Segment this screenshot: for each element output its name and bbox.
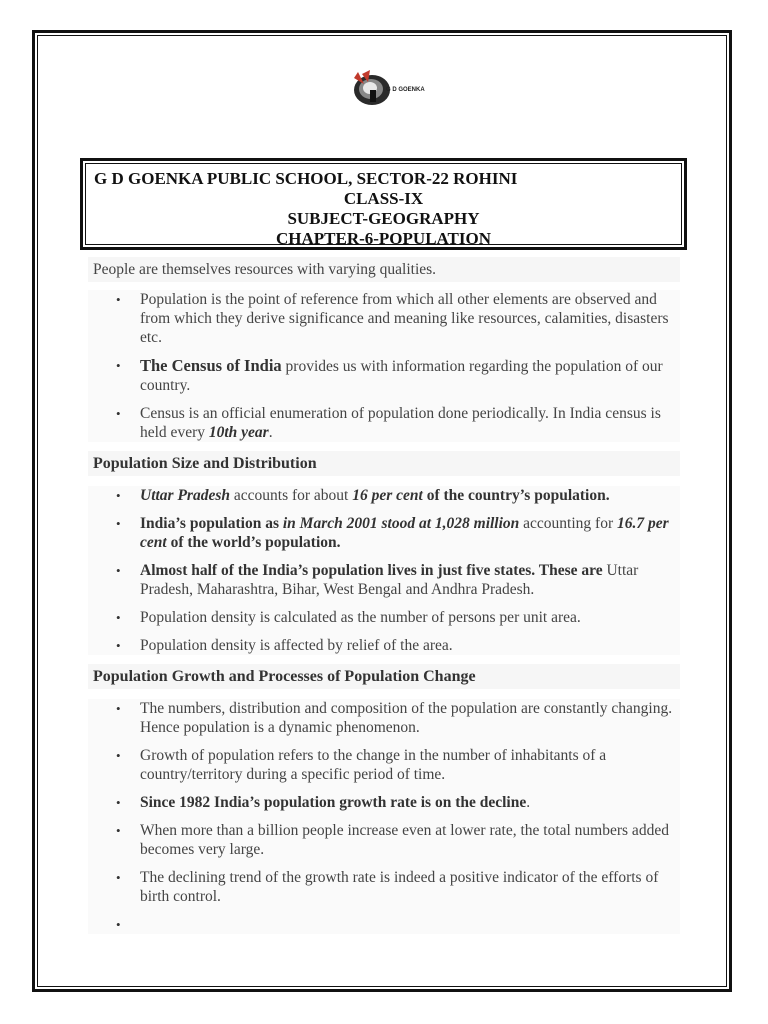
list-item-text: The declining trend of the growth rate is indeed a positive indicator of the efforts of birth control. [140, 869, 659, 905]
list-item-text: Uttar Pradesh, Maharashtra, Bihar, West Bengal and Andhra Pradesh. [140, 562, 639, 598]
list-item [88, 404, 680, 442]
list-item-text: The numbers, distribution and composition of the population are constantly changing. Hence population is a dynamic phenomenon. [140, 700, 673, 736]
title-inner [85, 163, 682, 248]
list-item [88, 793, 680, 812]
document-body [88, 257, 680, 943]
growth-list [88, 699, 680, 934]
list-item [88, 356, 680, 395]
list-item [88, 514, 680, 552]
list-item [88, 561, 680, 599]
list-item-text: . [526, 794, 531, 811]
list-item-text: of the world’s population. [166, 534, 341, 551]
march-em: in March 2001 stood at 1,028 million [282, 515, 520, 532]
decline-strong: Since 1982 India’s population growth rate is on the decline [140, 794, 527, 811]
intro-paragraph: People are themselves resources with varying qualities. [88, 257, 680, 282]
five-states-strong: Almost half of the India’s population lives in just five states. These are [140, 562, 603, 579]
sixteen-em: 16 per cent [352, 487, 423, 504]
size-list [88, 486, 680, 655]
list-item-empty [88, 915, 680, 934]
list-item [88, 699, 680, 737]
logo-text: G D GOENKA [386, 87, 425, 93]
tenth-year-em: 10th year [208, 424, 269, 441]
school-name: G D GOENKA PUBLIC SCHOOL, SECTOR-22 ROHINI [94, 169, 518, 188]
list-item-text: accounting for [519, 515, 617, 532]
intro-list [88, 290, 680, 442]
section-heading-growth: Population Growth and Processes of Population Change [88, 664, 680, 689]
up-em: Uttar Pradesh [140, 487, 230, 504]
list-item-text: India’s population as [140, 515, 283, 532]
list-item [88, 636, 680, 655]
title-box [80, 158, 687, 250]
chapter-title: CHAPTER-6-POPULATION [275, 229, 491, 248]
list-item [88, 746, 680, 784]
list-item-text: provides us with information regarding the population of our country. [140, 358, 663, 394]
list-item [88, 486, 680, 505]
list-item-text: Population density is calculated as the number of persons per unit area. [140, 609, 581, 626]
list-item [88, 821, 680, 859]
list-item-text: Census is an official enumeration of population done periodically. In India census is held every [140, 405, 661, 441]
list-item [88, 868, 680, 906]
percent-em: 16.7 per cent [140, 515, 669, 551]
list-item-text: of the country’s population. [422, 487, 610, 504]
section-heading-size: Population Size and Distribution [88, 451, 680, 476]
list-item [88, 290, 680, 347]
list-item-text: Population is the point of reference from which all other elements are observed and from which they derive significance and meaning like resources, calamities, disasters etc. [140, 291, 669, 346]
list-item [88, 608, 680, 627]
list-item-text: . [268, 424, 273, 441]
list-item-text: When more than a billion people increase even at lower rate, the total numbers added becomes very large. [140, 822, 669, 858]
subject-title: SUBJECT-GEOGRAPHY [287, 209, 480, 228]
class-title: CLASS-IX [343, 189, 424, 208]
list-item-text: accounts for about [230, 487, 353, 504]
census-strong: The Census of India [140, 356, 282, 375]
list-item-text: Growth of population refers to the change in the number of inhabitants of a country/territory during a specific period of time. [140, 747, 607, 783]
list-item-text: Population density is affected by relief of the area. [140, 637, 453, 654]
list-item-text [140, 916, 144, 933]
